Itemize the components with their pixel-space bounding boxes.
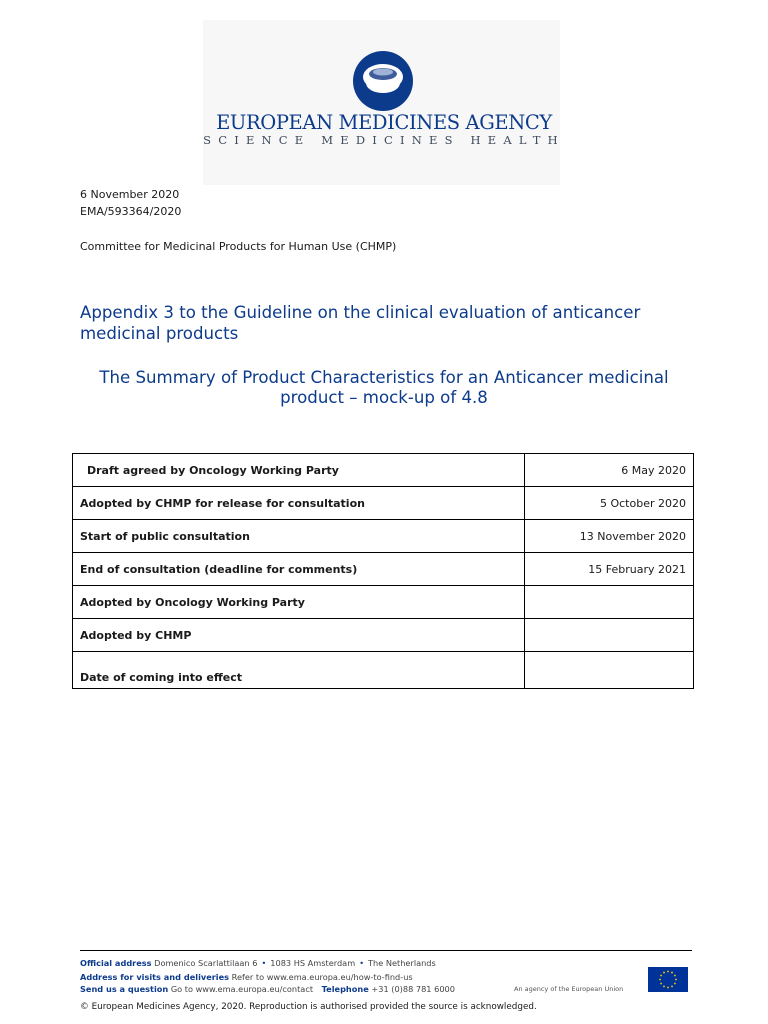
- eu-star-icon: [659, 979, 661, 981]
- copyright-notice: © European Medicines Agency, 2020. Reproduction is authorised provided the source is acknowledged.: [80, 1002, 537, 1012]
- row-value: 15 February 2021: [525, 553, 694, 586]
- telephone-number: +31 (0)88 781 6000: [371, 984, 455, 994]
- row-label: Draft agreed by Oncology Working Party: [73, 454, 525, 487]
- eu-star-icon: [674, 983, 676, 985]
- row-value: 6 May 2020: [525, 454, 694, 487]
- table-row: [73, 487, 694, 520]
- eu-star-icon: [675, 979, 677, 981]
- eu-star-icon: [667, 987, 669, 989]
- status-table: [72, 453, 694, 689]
- official-street: Domenico Scarlattilaan 6: [154, 958, 258, 968]
- row-label: Adopted by CHMP: [73, 619, 525, 652]
- eu-star-icon: [671, 986, 673, 988]
- contact-link[interactable]: Go to www.ema.europa.eu/contact: [170, 984, 314, 994]
- committee-name: Committee for Medicinal Products for Human Use (CHMP): [80, 240, 397, 253]
- row-value: 13 November 2020: [525, 520, 694, 553]
- agency-note: An agency of the European Union: [514, 985, 624, 993]
- official-address-line: [80, 958, 436, 968]
- document-reference: EMA/593364/2020: [80, 205, 182, 218]
- agency-name: EUROPEAN MEDICINES AGENCY: [216, 111, 552, 134]
- row-label: Adopted by CHMP for release for consultation: [73, 487, 525, 520]
- bullet-icon: •: [261, 958, 267, 968]
- document-title: Appendix 3 to the Guideline on the clinical evaluation of anticancer medicinal products: [80, 303, 641, 343]
- row-value: [525, 586, 694, 619]
- table-row: [73, 520, 694, 553]
- visits-label: Address for visits and deliveries: [80, 972, 230, 982]
- document-subtitle: The Summary of Product Characteristics for an Anticancer medicinal product – mock-up of 4.8: [99, 368, 669, 407]
- row-value: 5 October 2020: [525, 487, 694, 520]
- row-value: [525, 619, 694, 652]
- row-label: End of consultation (deadline for comments): [73, 553, 525, 586]
- official-city: 1083 HS Amsterdam: [270, 958, 356, 968]
- row-label: Start of public consultation: [73, 520, 525, 553]
- agency-tagline: SCIENCE MEDICINES HEALTH: [203, 133, 565, 147]
- visits-link[interactable]: Refer to www.ema.europa.eu/how-to-find-us: [231, 972, 413, 982]
- bullet-icon: •: [359, 958, 365, 968]
- eu-star-icon: [671, 972, 673, 974]
- table-row: [73, 553, 694, 586]
- document-date: 6 November 2020: [80, 188, 180, 201]
- eu-star-icon: [660, 975, 662, 977]
- visits-line: [80, 972, 413, 982]
- eu-star-icon: [667, 971, 669, 973]
- table-row: [73, 586, 694, 619]
- row-value: [525, 652, 694, 689]
- table-row: [73, 619, 694, 652]
- eu-flag-icon: [648, 967, 688, 992]
- eu-star-icon: [663, 986, 665, 988]
- ema-logo-icon: [352, 50, 414, 112]
- question-line: [80, 984, 455, 994]
- table-row: [73, 652, 694, 689]
- question-label: Send us a question: [80, 984, 169, 994]
- telephone-label: Telephone: [321, 984, 369, 994]
- footer-divider: [80, 950, 692, 951]
- eu-star-icon: [660, 983, 662, 985]
- row-label: Date of coming into effect: [73, 652, 525, 689]
- row-label: Adopted by Oncology Working Party: [73, 586, 525, 619]
- eu-star-icon: [674, 975, 676, 977]
- table-row: [73, 454, 694, 487]
- official-address-label: Official address: [80, 958, 152, 968]
- official-country: The Netherlands: [368, 958, 436, 968]
- eu-star-icon: [663, 972, 665, 974]
